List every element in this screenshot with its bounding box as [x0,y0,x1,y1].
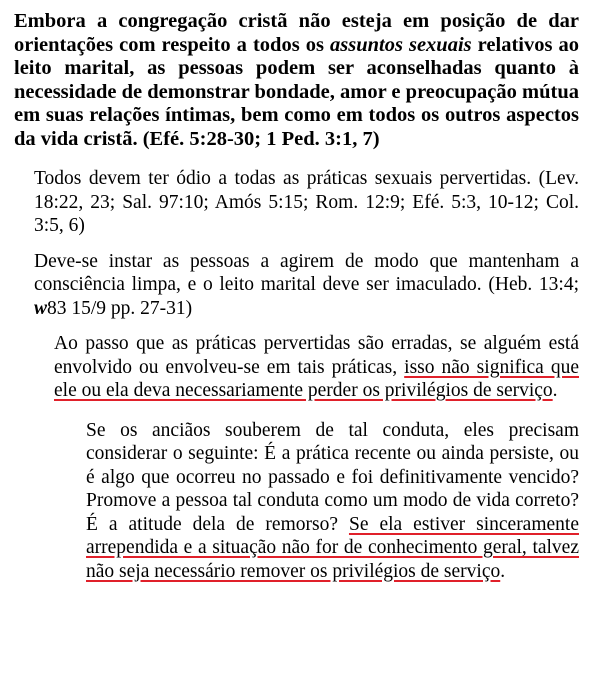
perverted-practices-text: Todos devem ter ódio a todas as práticas sexuais pervertidas. (Lev. 18:22, 23; Sal. 97:10; Amós 5:15; Rom. 12:9; Efé. 5:3, 10-12; Col. 3:5, 6) [34,168,579,236]
elders-text-c: . [500,560,506,582]
perverted-practices-paragraph [34,167,579,238]
privileges-underlined-text: isso não significa que ele ou ela deva necessariamente perder os privilégios de serviço [54,356,579,401]
intro-paragraph [14,10,579,151]
intro-italic-term: assuntos sexuais [330,33,472,56]
elders-text-a: Se os anciãos souberem de tal conduta, eles precisam considerar o seguinte: É a prática recente ou ainda persiste, ou é algo que ocorreu no passado e foi definitivamente vencido? Promove a pessoa tal conduta como um modo de vida correto? É a atitude dela de remorso? [86,419,579,535]
privileges-paragraph [54,332,579,403]
clean-conscience-text-a: Deve-se instar as pessoas a agirem de modo que mantenham a consciência limpa, e o leito marital deve ser imaculado. (Heb. 13:4; [34,250,579,295]
elders-paragraph [86,419,579,584]
privileges-text-a: Ao passo que as práticas pervertidas são erradas, se alguém está envolvido ou envolveu-se em tais práticas, [54,333,579,378]
privileges-text-c: . [552,380,558,401]
intro-text-c: relativos ao leito marital, as pessoas podem ser aconselhadas quanto à necessidade de demonstrar bondade, amor e preocupação mútua em suas relações íntimas, bem como em todos os outros aspectos da vida cristã. (Efé. 5:28-30; 1 Ped. 3:1, 7) [14,33,580,150]
intro-text-a: Embora a congregação cristã não esteja em posição de dar orientações com respeito a todos os [14,10,579,56]
watchtower-symbol: w [34,297,48,319]
clean-conscience-paragraph [34,250,579,321]
elders-underlined-text: Se ela estiver sinceramente arrependida e a situação não for de conhecimento geral, talvez não seja necessário remover os privilégios de serviço [86,513,579,582]
clean-conscience-text-b: 83 15/9 pp. 27-31) [47,297,193,319]
